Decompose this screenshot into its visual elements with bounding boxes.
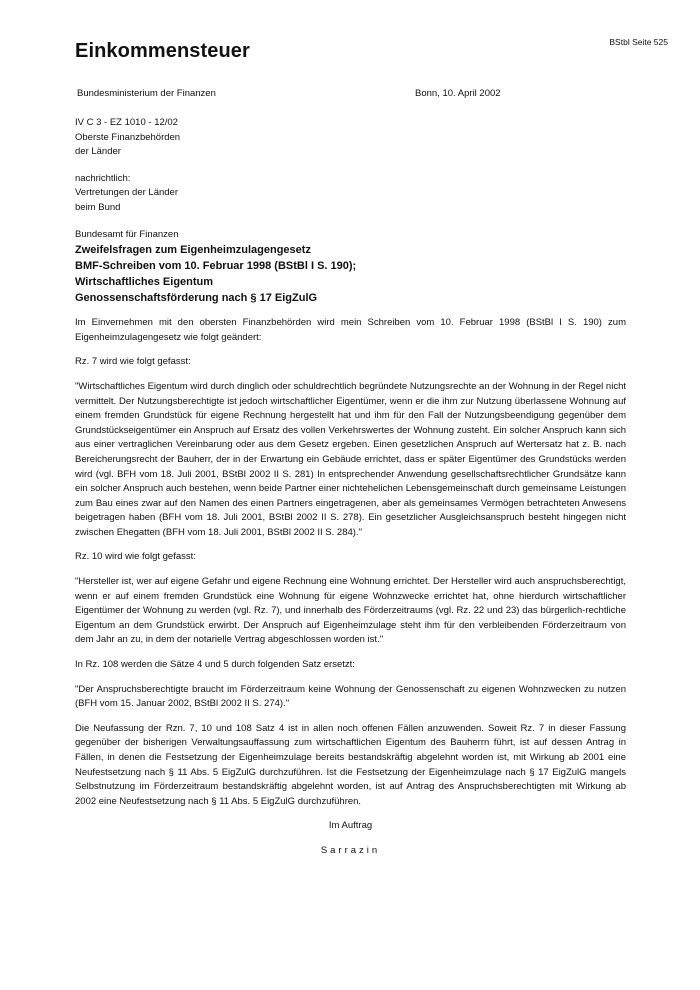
paragraph: "Wirtschaftliches Eigentum wird durch dinglich oder schuldrechtlich begründete Nutzungsrechte an der Wohnung in der Regel nicht vermittelt. Der Nutzungsberechtigte ist jedoch wirtschaftlicher Eigentümer, wenn er die ihm zur Nutzung überlassene Wohnung auf einem fremden Grundstück für eigene Rechnung hergestellt hat und ihm für den Fall der Nutzungsbeendigung gegenüber dem Grundstückseigentümer ein Anspruch auf Ersatz des vollen Verkehrswertes der Wohnung zusteht. Ein solcher Anspruch kann sich aus einer vertraglichen Vereinbarung oder aus dem Gesetz ergeben. Einen gesetzlichen Anspruch auf Wertersatz hat z. B. nach Bereicherungsrecht der Bauherr, der in der Erwartung ein Gebäude errichtet, dass er später Eigentümer des Grundstücks werden wird (vgl. BFH vom 18. Juli 2001, BStBl 2002 II S. 281) In entsprechender Anwendung gesellschaftsrechtlicher Grundsätze kann ein solcher Anspruch auch bestehen, wenn beide Partner einer nichtehelichen Lebensgemeinschaft durch gemeinsame Leistungen zum Bau eines zwar auf den Namen des einen Partners eingetragenen, aber als gemeinsames Vermögen betrachteten Anwesens beigetragen haben (BFH vom 18. Juli 2001, BStBl 2002 II S. 278). Ein gesetzlicher Ausgleichsanspruch besteht hingegen nicht zwischen Ehegatten (BFH vom 18. Juli 2001, BStBl 2002 II S. 284)." bbox=[75, 380, 626, 538]
sender: Bundesministerium der Finanzen bbox=[77, 88, 216, 99]
letter-date: Bonn, 10. April 2002 bbox=[415, 88, 501, 99]
paragraph: Im Einvernehmen mit den obersten Finanzbehörden wird mein Schreiben vom 10. Februar 1998 (BStBl I S. 190) zum Eigenheimzulagengesetz wie folgt geändert: bbox=[75, 317, 626, 343]
cc-recipient-line: beim Bund bbox=[75, 201, 121, 213]
recipients bbox=[75, 131, 626, 160]
closing: Im Auftrag bbox=[328, 820, 373, 832]
paragraph: Rz. 10 wird wie folgt gefasst: bbox=[75, 551, 196, 563]
paragraph: In Rz. 108 werden die Sätze 4 und 5 durch folgenden Satz ersetzt: bbox=[75, 659, 355, 671]
recipient-line: Oberste Finanzbehörden bbox=[75, 131, 181, 143]
subject bbox=[75, 242, 626, 306]
cc-recipient-line: Vertretungen der Länder bbox=[75, 187, 178, 199]
paragraph: "Der Anspruchsberechtigte braucht im Förderzeitraum keine Wohnung der Genossenschaft zu eigenen Wohnzwecken zu nutzen (BFH vom 15. Januar 2002, BStBl 2002 II S. 274)." bbox=[75, 683, 626, 710]
reference-number: IV C 3 - EZ 1010 - 12/02 bbox=[75, 117, 178, 128]
recipient-line: der Länder bbox=[75, 146, 121, 158]
subject-line: Wirtschaftliches Eigentum bbox=[75, 276, 214, 289]
paragraph: Rz. 7 wird wie folgt gefasst: bbox=[75, 356, 191, 368]
signature: Sarrazin bbox=[320, 844, 381, 856]
cc-label: nachrichtlich: bbox=[75, 172, 131, 184]
page-title: Einkommensteuer bbox=[75, 40, 250, 62]
paragraph: "Hersteller ist, wer auf eigene Gefahr und eigene Rechnung eine Wohnung errichtet. Der Hersteller wird auch anspruchsberechtigt, wenn er auf einem fremden Grundstück eine Wohnung für eigene Wohnzwecke errichtet hat, ohne hierdurch wirtschaftlicher Eigentümer der Wohnung zu werden (vgl. Rz. 7), und innerhalb des Förderzeitraums (vgl. Rz. 22 und 23) das bürgerlich-rechtliche Eigentum an dem Grundstück erwirbt. Der Anspruch auf Eigenheimzulage steht ihm für den verbleibenden Förderzeitraum von dem Jahr an zu, in dem der notarielle Vertrag abgeschlossen worden ist." bbox=[75, 576, 626, 646]
cc-recipients bbox=[75, 172, 626, 216]
subject-line: Zweifelsfragen zum Eigenheimzulagengesetz bbox=[75, 244, 311, 257]
paragraph: Die Neufassung der Rzn. 7, 10 und 108 Satz 4 ist in allen noch offenen Fällen anzuwenden. Soweit Rz. 7 in dieser Fassung gegenüber der bisherigen Verwaltungsauffassung zum wirtschaftlichen Eigentum des Bauherrn führt, ist auf dessen Antrag in Fällen, in denen die Festsetzung der Eigenheimzulage bereits bestandskräftig abgelehnt worden ist, mit Wirkung ab 2001 eine Neufestsetzung nach § 11 Abs. 5 EigZulG durchzuführen. Ist die Festsetzung der Eigenheimzulage nach § 17 EigZulG mangels Selbstnutzung im Förderzeitraum bestandskräftig abgelehnt worden, ist auf Antrag des Anspruchsberechtigten mit Wirkung ab 2002 eine Neufestsetzung nach § 11 Abs. 5 EigZulG durchzuführen. bbox=[75, 722, 626, 807]
letter-body bbox=[75, 116, 626, 859]
subject-line: Genossenschaftsförderung nach § 17 EigZulG bbox=[75, 292, 318, 305]
subject-line: BMF-Schreiben vom 10. Februar 1998 (BStBl I S. 190); bbox=[75, 260, 357, 273]
extra-recipient: Bundesamt für Finanzen bbox=[75, 228, 179, 240]
page-reference: BStbl Seite 525 bbox=[609, 37, 668, 47]
